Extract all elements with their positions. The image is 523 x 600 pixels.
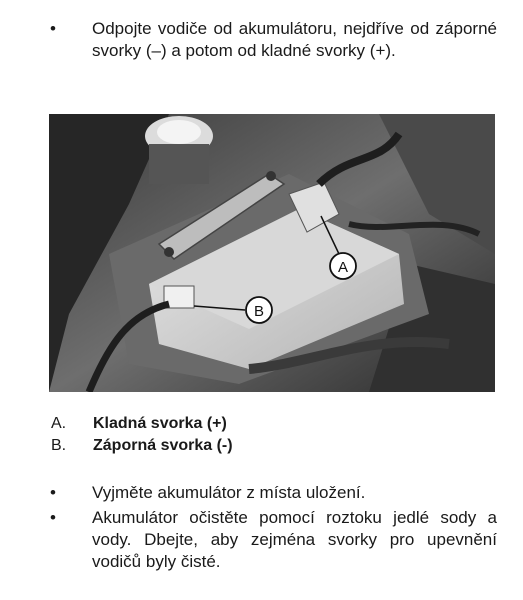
bullet-symbol: •: [50, 508, 56, 527]
figure-legend: [51, 413, 233, 457]
legend-text: Záporná svorka (-): [93, 437, 233, 454]
bullet-symbol: •: [50, 483, 56, 502]
legend-text: Kladná svorka (+): [93, 415, 227, 432]
bullet-text-disconnect: Odpojte vodiče od akumulátoru, nejdříve od záporné svorky (–) a potom od kladné svorky (+).: [92, 19, 497, 60]
bullet-symbol: •: [50, 19, 56, 38]
bullet-text-clean: Akumulátor očistěte pomocí roztoku jedlé sody a vody. Dbejte, aby zejména svorky pro upevnění vodičů byly čisté.: [92, 508, 497, 571]
battery-photo-illustration: [49, 114, 495, 392]
callout-a-label: A: [337, 259, 349, 276]
bullet-item-remove: [50, 482, 497, 504]
legend-item-positive: [51, 413, 233, 435]
legend-letter: A.: [51, 415, 67, 432]
battery-photo: [49, 114, 495, 392]
bullet-item-disconnect: [50, 18, 497, 62]
callout-b-label: B: [253, 303, 265, 320]
bullet-text-remove: Vyjměte akumulátor z místa uložení.: [92, 483, 366, 502]
bullet-item-clean: [50, 507, 497, 573]
legend-item-negative: [51, 435, 233, 457]
legend-letter: B.: [51, 437, 67, 454]
